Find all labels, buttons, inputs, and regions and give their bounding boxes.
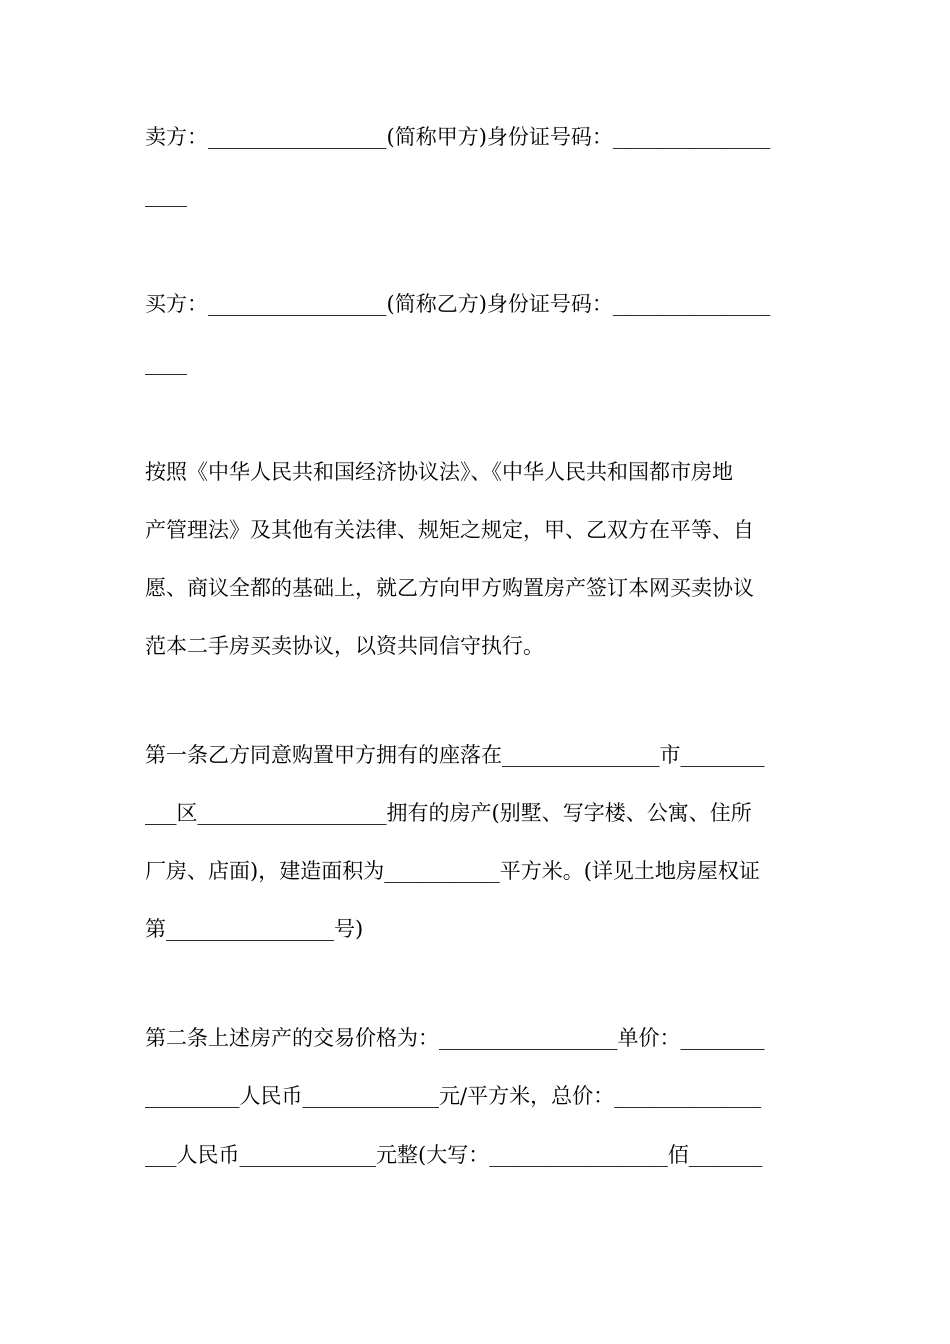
seller-line: 卖方：_________________(简称甲方)身份证号码：_______________ (145, 125, 771, 149)
article-2-line-3: ___人民币_____________元整(大写：_________________佰_______ (145, 1143, 763, 1167)
article-2-line-2: _________人民币_____________元/平方米，总价：______________ (145, 1084, 762, 1108)
article-2-line-1: 第二条上述房产的交易价格为：_________________单价：________ (145, 1026, 765, 1050)
preamble-line-2: 产管理法》及其他有关法律、规矩之规定，甲、乙双方在平等、自 (145, 518, 754, 542)
article-1-line-3: 厂房、店面)，建造面积为___________平方米。(详见土地房屋权证 (145, 859, 760, 883)
article-1-line-1: 第一条乙方同意购置甲方拥有的座落在_______________市________ (145, 743, 765, 767)
preamble-line-3: 愿、商议全都的基础上，就乙方向甲方购置房产签订本网买卖协议 (145, 576, 754, 600)
article-1-line-4: 第________________号) (145, 917, 364, 941)
article-1-line-2: ___区__________________拥有的房产(别墅、写字楼、公寓、住所 (145, 801, 752, 825)
seller-id-continuation: ____ (145, 183, 187, 207)
preamble-line-1: 按照《中华人民共和国经济协议法》、《中华人民共和国都市房地 (145, 460, 733, 484)
buyer-id-continuation: ____ (145, 351, 187, 375)
preamble-line-4: 范本二手房买卖协议，以资共同信守执行。 (145, 634, 544, 658)
buyer-line: 买方：_________________(简称乙方)身份证号码：_______________ (145, 292, 771, 316)
